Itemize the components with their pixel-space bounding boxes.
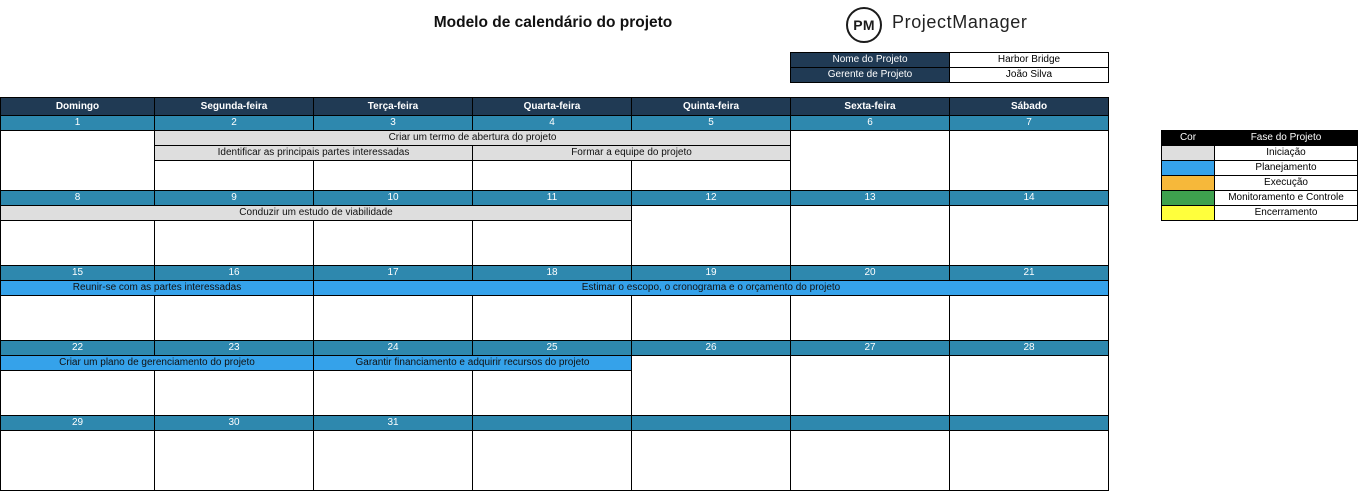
legend-swatch-monitoring bbox=[1161, 190, 1215, 206]
project-name-value[interactable]: Harbor Bridge bbox=[949, 52, 1109, 68]
event-bar[interactable]: Estimar o escopo, o cronograma e o orçamento do projeto bbox=[313, 280, 1109, 296]
date-cell: 5 bbox=[631, 115, 791, 131]
day-body-cell[interactable] bbox=[631, 430, 791, 491]
legend-label-monitoring: Monitoramento e Controle bbox=[1214, 190, 1358, 206]
event-bar[interactable]: Garantir financiamento e adquirir recursos do projeto bbox=[313, 355, 632, 371]
date-cell: 13 bbox=[790, 190, 950, 206]
page-title: Modelo de calendário do projeto bbox=[433, 14, 673, 31]
date-cell: 15 bbox=[0, 265, 155, 281]
date-cell bbox=[949, 415, 1109, 431]
legend-label-execution: Execução bbox=[1214, 175, 1358, 191]
weekday-header: Quarta-feira bbox=[472, 97, 632, 116]
day-body-cell[interactable] bbox=[949, 430, 1109, 491]
date-cell: 28 bbox=[949, 340, 1109, 356]
day-body-cell[interactable] bbox=[790, 430, 950, 491]
date-cell: 1 bbox=[0, 115, 155, 131]
day-body-cell[interactable] bbox=[154, 430, 314, 491]
weekday-header: Sexta-feira bbox=[790, 97, 950, 116]
date-cell: 12 bbox=[631, 190, 791, 206]
weekday-header: Domingo bbox=[0, 97, 155, 116]
weekday-header: Quinta-feira bbox=[631, 97, 791, 116]
project-manager-label: Gerente de Projeto bbox=[790, 67, 950, 83]
date-cell: 22 bbox=[0, 340, 155, 356]
legend-swatch-planning bbox=[1161, 160, 1215, 176]
day-body-cell[interactable] bbox=[790, 205, 950, 266]
event-bar[interactable]: Formar a equipe do projeto bbox=[472, 145, 791, 161]
date-cell: 16 bbox=[154, 265, 314, 281]
day-body-cell[interactable] bbox=[631, 205, 791, 266]
date-cell: 24 bbox=[313, 340, 473, 356]
date-cell: 9 bbox=[154, 190, 314, 206]
event-bar[interactable]: Identificar as principais partes interessadas bbox=[154, 145, 473, 161]
project-name-label: Nome do Projeto bbox=[790, 52, 950, 68]
legend-header-color: Cor bbox=[1161, 130, 1215, 146]
event-bar[interactable]: Criar um plano de gerenciamento do projeto bbox=[0, 355, 314, 371]
date-cell: 3 bbox=[313, 115, 473, 131]
day-body-cell[interactable] bbox=[949, 355, 1109, 416]
event-bar[interactable]: Criar um termo de abertura do projeto bbox=[154, 130, 791, 146]
day-body-cell[interactable] bbox=[0, 130, 155, 191]
day-body-cell[interactable] bbox=[0, 430, 155, 491]
date-cell: 20 bbox=[790, 265, 950, 281]
date-cell: 29 bbox=[0, 415, 155, 431]
date-cell: 23 bbox=[154, 340, 314, 356]
date-cell: 18 bbox=[472, 265, 632, 281]
day-body-cell[interactable] bbox=[472, 430, 632, 491]
date-cell: 7 bbox=[949, 115, 1109, 131]
day-body-cell[interactable] bbox=[949, 205, 1109, 266]
date-cell: 10 bbox=[313, 190, 473, 206]
date-cell: 14 bbox=[949, 190, 1109, 206]
date-cell: 6 bbox=[790, 115, 950, 131]
event-bar[interactable]: Conduzir um estudo de viabilidade bbox=[0, 205, 632, 221]
date-cell: 27 bbox=[790, 340, 950, 356]
legend-label-closing: Encerramento bbox=[1214, 205, 1358, 221]
legend-header-phase: Fase do Projeto bbox=[1214, 130, 1358, 146]
weekday-header: Segunda-feira bbox=[154, 97, 314, 116]
project-manager-value[interactable]: João Silva bbox=[949, 67, 1109, 83]
date-cell: 19 bbox=[631, 265, 791, 281]
date-cell bbox=[631, 415, 791, 431]
event-bar[interactable]: Reunir-se com as partes interessadas bbox=[0, 280, 314, 296]
date-cell: 4 bbox=[472, 115, 632, 131]
date-cell: 17 bbox=[313, 265, 473, 281]
legend-swatch-initiation bbox=[1161, 145, 1215, 161]
date-cell: 31 bbox=[313, 415, 473, 431]
legend-swatch-execution bbox=[1161, 175, 1215, 191]
legend-swatch-closing bbox=[1161, 205, 1215, 221]
date-cell: 26 bbox=[631, 340, 791, 356]
date-cell: 2 bbox=[154, 115, 314, 131]
pm-logo-icon: PM bbox=[846, 7, 882, 43]
day-body-cell[interactable] bbox=[790, 355, 950, 416]
date-cell bbox=[790, 415, 950, 431]
date-cell: 25 bbox=[472, 340, 632, 356]
weekday-header: Terça-feira bbox=[313, 97, 473, 116]
logo-text: ProjectManager bbox=[892, 12, 1028, 32]
day-body-cell[interactable] bbox=[313, 430, 473, 491]
date-cell: 30 bbox=[154, 415, 314, 431]
date-cell bbox=[472, 415, 632, 431]
date-cell: 8 bbox=[0, 190, 155, 206]
day-body-cell[interactable] bbox=[790, 130, 950, 191]
date-cell: 11 bbox=[472, 190, 632, 206]
legend-label-initiation: Iniciação bbox=[1214, 145, 1358, 161]
day-body-cell[interactable] bbox=[631, 355, 791, 416]
weekday-header: Sábado bbox=[949, 97, 1109, 116]
legend-label-planning: Planejamento bbox=[1214, 160, 1358, 176]
date-cell: 21 bbox=[949, 265, 1109, 281]
day-body-cell[interactable] bbox=[949, 130, 1109, 191]
